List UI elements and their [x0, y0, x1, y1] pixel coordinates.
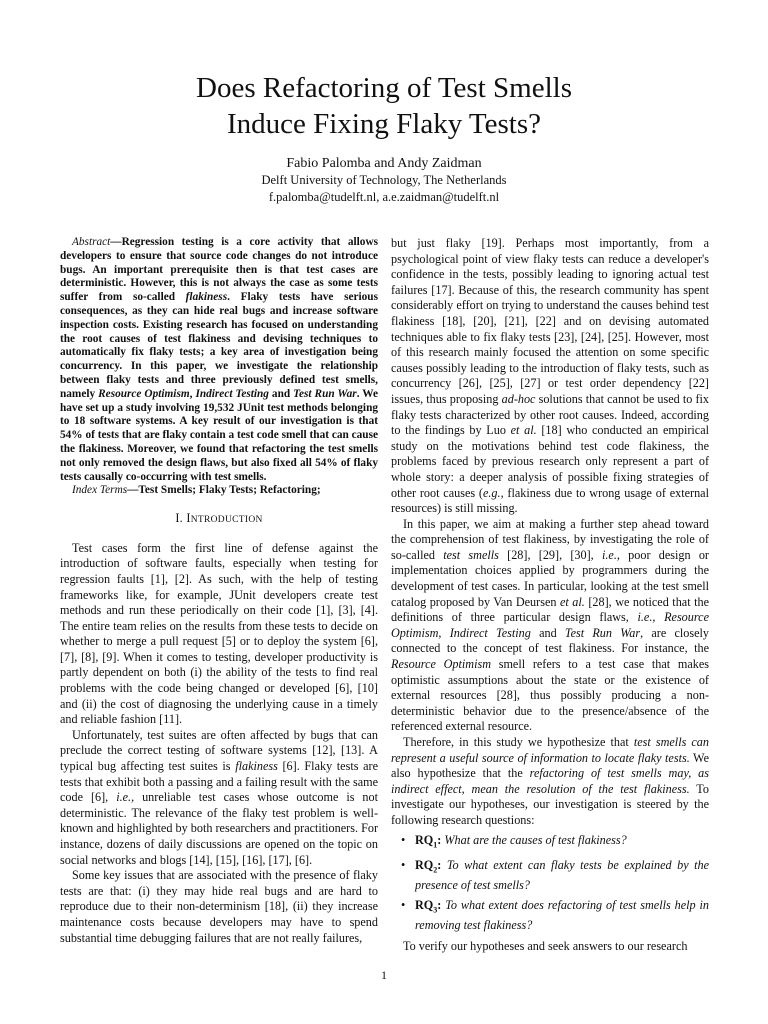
text-run: Unfortunately, test suites are often affected by bugs that can preclude the correct testing of software systems [12], [13]. A typical bug affecting test suites is [60, 727, 378, 774]
text-run: Therefore, in this study we hypothesize that [403, 735, 634, 749]
abstract-text: . Flaky tests have serious consequences, as they can hide real bugs and increase software inspection costs. Existing research has focused on understanding the root causes of test flakiness and devising techniques to automatically fix flaky tests; a key area of investigation being concurrency. In this paper, we investigate the relationship between flaky tests and three previously defined test smells, namely [60, 291, 378, 400]
authors: Fabio Palomba and Andy Zaidman [286, 156, 482, 171]
text-run: smell refers to a test case that makes optimistic assumptions about the state or the existence of external resources [28], thus possibly producing a non-deterministic behavior due to the presence/absence of the referenced external resource. [391, 657, 709, 734]
text-run: and [530, 625, 565, 640]
text-run: [18] who conducted an empirical study on the motivations behind test code flakiness, the problems faced by previous research only represent a part of whole story: a deeper analysis of possible fixing strategies of other root causes ( [391, 423, 709, 500]
section-heading-introduction [60, 511, 378, 529]
italic-run: refactoring of test smells may, as indirect effect, mean the resolution of the test flakiness. [391, 766, 709, 796]
text-run: [28], we noticed that the definitions of three particular design flaws, [391, 594, 709, 625]
research-question-2 [401, 857, 709, 894]
text-run: poor design or implementation choices applied by programmers during the development of test cases. In particular, looking at the test smell catalog proposed by Van Deursen [391, 547, 709, 609]
research-question-3 [401, 898, 710, 934]
text-run: [6]. Flaky tests are tests that exhibit both a passing and a failing result with the same code [6], [60, 759, 378, 805]
italic-run: Indirect Testing [449, 625, 531, 640]
text-run: In this paper, we aim at making a further step ahead toward the comprehension of test flakiness, by investigating the role of so-called [391, 516, 709, 562]
rq-label: RQ [415, 857, 434, 872]
abstract-text: —Regression testing is a core activity that allows developers to ensure that source code changes do not introduce bugs. An important prerequisite then is that test cases are deterministic. However, this is not always the case as some tests suffer from so-called [60, 236, 378, 304]
rq-colon: : [437, 832, 442, 847]
title-line-2: Induce Fixing Flaky Tests? [227, 108, 541, 140]
rq-label: RQ [415, 898, 434, 913]
research-questions-list [391, 833, 709, 934]
bullet-icon: • [401, 832, 406, 847]
affiliation: Delft University of Technology, The Netherlands [261, 173, 507, 187]
intro-paragraph-5 [391, 517, 709, 735]
text-run: We also hypothesize that the [391, 750, 709, 781]
rq-number: 2 [433, 865, 438, 875]
intro-paragraph-3: Some key issues that are associated with the presence of flaky tests are that: (i) they may hide real bugs and are hard to reproduce due to their non-determinism [18], (ii) they increase maintenance costs because developers may have to spend substantial time debugging failures that are not really failures, [60, 868, 378, 945]
paper-title [0, 70, 768, 142]
italic-run: ad-hoc [501, 391, 536, 406]
intro-paragraph-1: Test cases form the first line of defense against the introduction of software faults, especially when testing for regression faults [1], [2]. As such, with the help of testing frameworks like, for example, JUnit developers create test methods and run these periodically on their code [1], [3], [4]. The entire team relies on the results from these tests to decide on whether to merge a pull request [5] or to deploy the system [6], [7], [8], [9]. When it comes to testing, developer productivity is partly dependent on both (i) the ability of the tests to find real problems with the code being changed or developed [6], [10] and (ii) the cost of diagnosing the underlying cause in a timely and reliable fashion [11]. [60, 540, 378, 727]
italic-run: i.e., Resource Optimism [391, 610, 709, 640]
abstract [60, 236, 378, 484]
italic-run: et al. [559, 594, 585, 609]
text-run: but just flaky [19]. Perhaps most importantly, from a psychological point of view flaky tests can reduce a developer's confidence in the tests, possibly leading to ignoring actual test failures [17]. Because of this, the research community has spent considerably effort on trying to understand the causes behind test flakiness [18], [20], [21], [22] and on devising automated techniques able to fix flaky tests [23], [24], [25]. However, most of this research mainly focused the attention on some specific causes possibly leading to the introduction of flaky tests, such as concurrency [26], [25], [27] or test order dependency [22] issues, thus proposing [391, 236, 709, 406]
abstract-italic: Test Run War [293, 387, 357, 400]
abstract-lead: Abstract [72, 236, 111, 248]
intro-paragraph-7: To verify our hypotheses and seek answers to our research [403, 938, 688, 953]
abstract-italic: flakiness [185, 291, 228, 304]
text-run: , are closely connected to the concept of test flakiness. For instance, the [391, 625, 709, 656]
section-number: I. [175, 511, 187, 526]
abstract-text: and [268, 387, 294, 400]
text-run: , [438, 625, 450, 640]
abstract-text: , [189, 387, 196, 400]
abstract-italic: Indirect Testing [195, 387, 269, 400]
italic-run: i.e., [116, 790, 135, 805]
index-terms [60, 484, 378, 498]
title-line-1: Does Refactoring of Test Smells [196, 72, 572, 104]
section-name-cap: I [186, 511, 191, 526]
rq-text: To what extent does refactoring of test smells help in removing test flakiness? [415, 898, 710, 933]
bullet-icon: • [401, 857, 406, 872]
text-run: solutions that cannot be used to fix flaky tests characterized by other root causes. Indeed, according to the findings by Luo [391, 391, 709, 438]
intro-paragraph-2 [60, 728, 378, 868]
italic-run: Test Run War [564, 625, 641, 640]
rq-label: RQ [415, 832, 434, 847]
text-run: [28], [29], [30], [498, 547, 602, 562]
italic-run: Resource Optimism [391, 657, 491, 672]
italic-run: test smells can represent a useful source of information to locate flaky tests. [391, 735, 709, 765]
index-terms-text: —Test Smells; Flaky Tests; Refactoring; [127, 484, 321, 497]
intro-paragraph-6 [391, 735, 709, 829]
right-column [391, 236, 709, 954]
research-question-1 [401, 832, 709, 853]
text-run: flakiness due to wrong usage of external resources) is still missing. [391, 485, 709, 516]
left-column [60, 236, 378, 946]
rq-number: 1 [433, 840, 438, 849]
text-run: To investigate our hypotheses, our investigation is steered by the following research questions: [391, 781, 709, 827]
rq-colon: : [437, 857, 442, 872]
italic-run: flakiness [235, 759, 278, 774]
bullet-icon: • [401, 898, 406, 913]
italic-run: test smells [443, 547, 499, 562]
abstract-text: . We have set up a study involving 19,532 JUnit test methods belonging to 18 software systems. A key result of our investigation is that 54% of tests that are flaky contain a test code smell that can cause the flakiness. Moreover, we found that refactoring the test smells not only removed the design flaws, but also fixed all 54% of flaky tests causally co-occurring with test smells. [60, 387, 378, 483]
text-run: unreliable test cases whose outcome is not deterministic. The relevance of the flaky test problem is well-known and highlighted by both researchers and practitioners. For instance, dozens of daily discussions are opened on the topic on social networks and blogs [14], [15], [16], [17], [6]. [60, 790, 378, 867]
intro-paragraph-4 [391, 236, 709, 517]
page-number: 1 [381, 968, 387, 982]
author-emails: f.palomba@tudelft.nl, a.e.zaidman@tudelft.nl [268, 190, 500, 204]
italic-run: et al. [510, 423, 537, 438]
rq-colon: : [437, 898, 442, 913]
index-terms-lead: Index Terms [72, 484, 128, 497]
italic-run: e.g., [482, 485, 504, 500]
rq-text: To what extent can flaky tests be explained by the presence of test smells? [415, 857, 709, 892]
rq-text: What are the causes of test flakiness? [444, 832, 627, 847]
abstract-italic: Resource Optimism [98, 387, 190, 400]
rq-number: 3 [433, 905, 438, 915]
section-name-rest: NTRODUCTION [190, 515, 263, 526]
italic-run: i.e., [601, 547, 620, 562]
